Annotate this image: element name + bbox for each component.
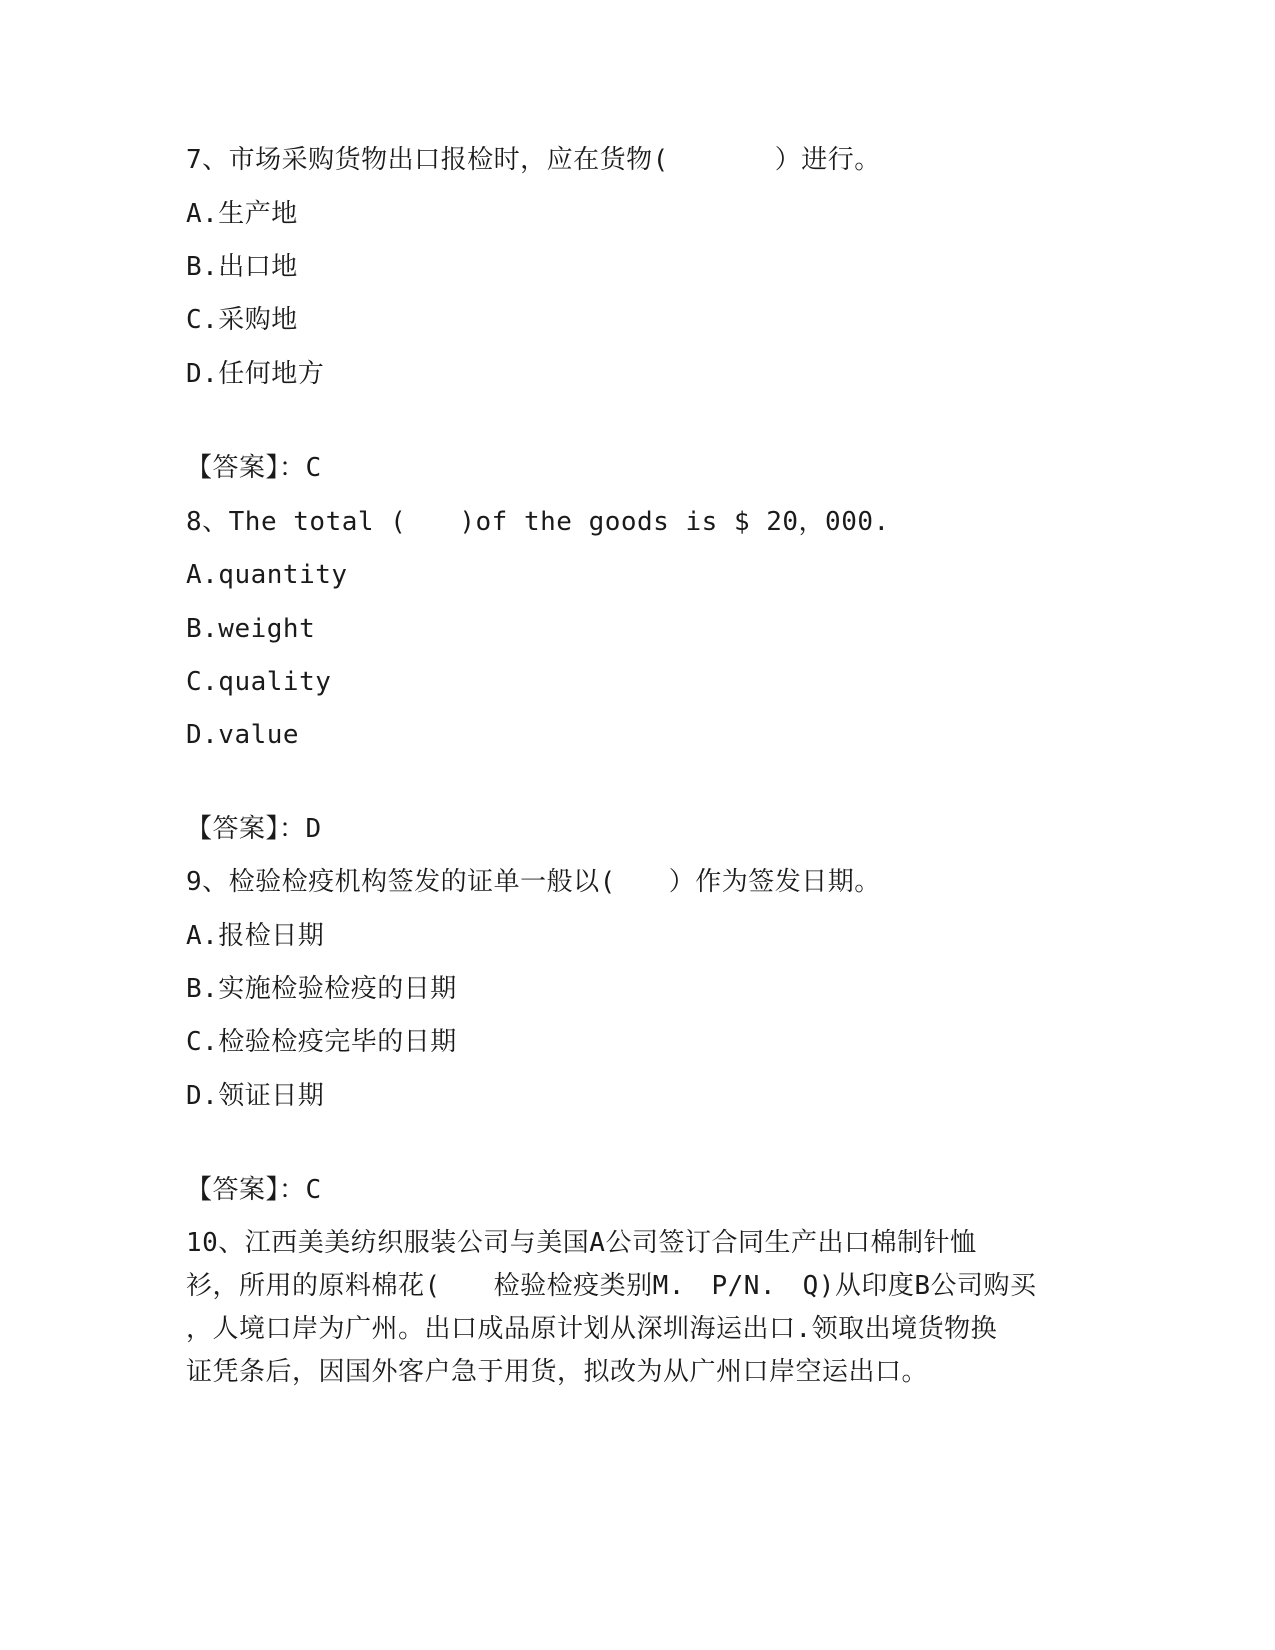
question-9-option-a: A.报检日期 [186,921,325,951]
question-7-option-a: A.生产地 [186,199,298,229]
question-10-stem-line-4: 证凭条后，因国外客户急于用货，拟改为从广州口岸空运出口。 [186,1357,929,1387]
question-8-option-a: A.quantity [186,560,348,590]
question-10-stem-line-1: 10、江西美美纺织服装公司与美国A公司签订合同生产出口棉制针恤 [186,1228,977,1258]
question-7-option-c: C.采购地 [186,305,298,335]
question-9-stem: 9、检验检疫机构签发的证单一般以( ）作为签发日期。 [186,867,881,897]
question-7-answer: 【答案】：C [186,453,322,483]
question-9-option-c: C.检验检疫完毕的日期 [186,1027,457,1057]
question-9-option-d: D.领证日期 [186,1081,325,1111]
question-8-option-b: B.weight [186,614,316,644]
question-10-stem-line-2: 衫，所用的原料棉花( 检验检疫类别M. P/N. Q)从印度B公司购买 [186,1271,1037,1301]
question-10-stem-line-3: ，人境口岸为广州。出口成品原计划从深圳海运出口.领取出境货物换 [186,1314,998,1344]
question-10-stem [186,1222,1086,1394]
question-8-stem: 8、The total ( )of the goods is $ 20，000. [186,507,890,537]
question-7-option-d: D.任何地方 [186,359,325,389]
question-7-stem: 7、市场采购货物出口报检时，应在货物( ）进行。 [186,145,881,175]
question-9-answer: 【答案】：C [186,1175,322,1205]
question-8-option-c: C.quality [186,667,332,697]
question-9-option-b: B.实施检验检疫的日期 [186,974,457,1004]
question-8-option-d: D.value [186,720,300,750]
question-8-answer: 【答案】：D [186,814,322,844]
question-7-option-b: B.出口地 [186,252,298,282]
